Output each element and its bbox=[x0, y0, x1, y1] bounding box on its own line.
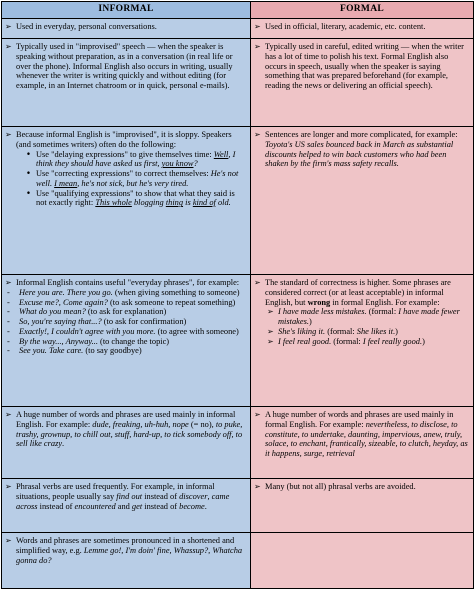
informal-cell: ➢ Words and phrases are sometimes pronounced in a shortened and simplified way, e.g. Lemme go!, I'm doin' fine, Whassup?, Whatcha gonna do? bbox=[2, 533, 251, 589]
arrow-bullet-icon: ➢ bbox=[254, 130, 261, 139]
informal-point: A huge number of words and phrases are used mainly in informal English. For example: bbox=[16, 410, 236, 429]
informal-cell bbox=[2, 19, 251, 39]
formal-point: Typically used in careful, edited writing — when the writer has a lot of time to polish his text. Formal English also occurs in speech, usually when the speaker is saying something that was prepared beforehand (for example, reading the news or delivering an official speech). bbox=[265, 42, 464, 90]
formal-example: Toyota's US sales bounced back in March as substantial discounts helped to win back customers who had been shaken by the firm's mass safety recalls. bbox=[265, 139, 454, 169]
table-row bbox=[2, 479, 474, 533]
informal-cell bbox=[2, 39, 251, 127]
informal-cell bbox=[2, 275, 251, 407]
table-row bbox=[2, 127, 474, 275]
arrow-bullet-icon: ➢ bbox=[254, 22, 261, 31]
arrow-bullet-icon: ➢ bbox=[267, 307, 274, 317]
arrow-bullet-icon: ➢ bbox=[267, 326, 274, 336]
formal-header: FORMAL bbox=[251, 2, 474, 19]
formal-point: The standard of correctness is higher. Some phrases are considered correct (or at least acceptable) in informal English, but bbox=[265, 278, 451, 307]
list-item: ➢ I feel real good. (formal: I feel really good.) bbox=[267, 336, 425, 346]
informal-point: Words and phrases are sometimes pronounced in a shortened and simplified way, e.g. bbox=[16, 536, 235, 555]
informal-point: Used in everyday, personal conversations. bbox=[16, 22, 157, 31]
comparison-table bbox=[1, 1, 474, 589]
list-item: - Exactly!, I couldn't agree with you more. (to agree with someone) bbox=[7, 326, 239, 336]
formal-point: Sentences are longer and more complicated, for example: bbox=[265, 130, 458, 139]
informal-point: Because informal English is "improvised", it is sloppy. Speakers (and sometimes writers) often do the following: bbox=[16, 130, 232, 149]
list-item: - See you. Take care. (to say goodbye) bbox=[7, 346, 142, 356]
everyday-phrases-list bbox=[5, 288, 247, 356]
table-row bbox=[2, 533, 474, 589]
arrow-bullet-icon: ➢ bbox=[254, 42, 261, 51]
correctness-list bbox=[254, 307, 470, 346]
list-item: - Excuse me?, Come again? (to ask someone to repeat something) bbox=[7, 297, 236, 307]
formal-point: Used in official, literary, academic, etc. content. bbox=[265, 22, 426, 31]
arrow-bullet-icon: ➢ bbox=[5, 410, 12, 419]
arrow-bullet-icon: ➢ bbox=[254, 482, 261, 491]
formal-cell: ➢ The standard of correctness is higher. Some phrases are considered correct (or at least acceptable) in informal English, but wrong in formal English. For example: ➢ I have made less mistakes. (formal: I have made fewer mistakes.) ➢ She's liking it. (formal: She likes it.) ➢ I feel real good. (formal: I feel really good.) bbox=[251, 275, 474, 407]
arrow-bullet-icon: ➢ bbox=[5, 22, 12, 31]
arrow-bullet-icon: ➢ bbox=[5, 42, 12, 51]
informal-cell bbox=[2, 127, 251, 275]
list-item: • Use "correcting expressions" to correct themselves: He's not well. I mean, he's not sick, but he's very tired. bbox=[26, 168, 239, 188]
informal-point: Informal English contains useful "everyday phrases", for example: bbox=[16, 278, 240, 287]
formal-point: A huge number of words and phrases are used mainly in formal English. For example: bbox=[265, 410, 454, 429]
formal-cell bbox=[251, 39, 474, 127]
formal-cell bbox=[251, 533, 474, 589]
informal-point: Phrasal verbs are used frequently. For example, in informal situations, people usually say bbox=[16, 482, 215, 501]
formal-cell: ➢ A huge number of words and phrases are used mainly in formal English. For example: nevertheless, to disclose, to constitute, to undertake, daunting, impervious, anew, truly, solace, to enchant, frantically, sizeable, to clutch, heyday, as it happens, surge, retrieval bbox=[251, 407, 474, 479]
arrow-bullet-icon: ➢ bbox=[5, 536, 12, 545]
arrow-bullet-icon: ➢ bbox=[254, 410, 261, 419]
list-item: - Here you are. There you go. (when giving something to someone) bbox=[7, 287, 240, 297]
dot-bullet-icon: • bbox=[26, 148, 31, 159]
dot-bullet-icon: • bbox=[26, 187, 31, 198]
table-row bbox=[2, 19, 474, 39]
formal-cell bbox=[251, 19, 474, 39]
informal-header: INFORMAL bbox=[2, 2, 251, 19]
arrow-bullet-icon: ➢ bbox=[267, 336, 274, 346]
header-row bbox=[2, 2, 474, 19]
list-item: - By the way..., Anyway... (to change the topic) bbox=[7, 336, 170, 346]
arrow-bullet-icon: ➢ bbox=[5, 278, 12, 287]
informal-cell: ➢ A huge number of words and phrases are used mainly in informal English. For example: dude, freaking, uh-huh, nope (= no), to puke, trashy, grownup, to chill out, stuff, hard-up, to tick somebody off, to sell like crazy. bbox=[2, 407, 251, 479]
list-item: ➢ She's liking it. (formal: She likes it.) bbox=[267, 326, 398, 336]
sloppy-list bbox=[16, 150, 247, 209]
dot-bullet-icon: • bbox=[26, 168, 31, 178]
informal-cell: ➢ Phrasal verbs are used frequently. For example, in informal situations, people usually say find out instead of discover, came across instead of encountered and get instead of become. bbox=[2, 479, 251, 533]
table-row bbox=[2, 39, 474, 127]
list-item: • Use "delaying expressions" to give themselves time: Well, I think they should have asked us first, you know? bbox=[26, 148, 236, 169]
arrow-bullet-icon: ➢ bbox=[5, 482, 12, 491]
arrow-bullet-icon: ➢ bbox=[254, 278, 261, 287]
arrow-bullet-icon: ➢ bbox=[5, 130, 12, 139]
list-item: - So, you're saying that...? (to ask for confirmation) bbox=[7, 317, 187, 326]
formal-cell bbox=[251, 479, 474, 533]
list-item: - What do you mean? (to ask for explanation) bbox=[7, 307, 167, 317]
list-item: ➢ I have made less mistakes. (formal: I have made fewer mistakes.) bbox=[267, 307, 460, 326]
table-row bbox=[2, 275, 474, 407]
table-row bbox=[2, 407, 474, 479]
formal-point: Many (but not all) phrasal verbs are avoided. bbox=[265, 482, 416, 491]
list-item: • Use "qualifying expressions" to show that what they said is not exactly right: This whole blogging thing is kind of old. bbox=[26, 187, 235, 208]
informal-point: Typically used in "improvised" speech — when the speaker is speaking without preparation, as in a conversation (in real life or over the phone). Informal English also occurs in writing, usually whenever the writer is writing quickly and without editing (for example, in an Internet chatroom or in quick, personal e-mails). bbox=[16, 42, 233, 90]
formal-cell bbox=[251, 127, 474, 275]
